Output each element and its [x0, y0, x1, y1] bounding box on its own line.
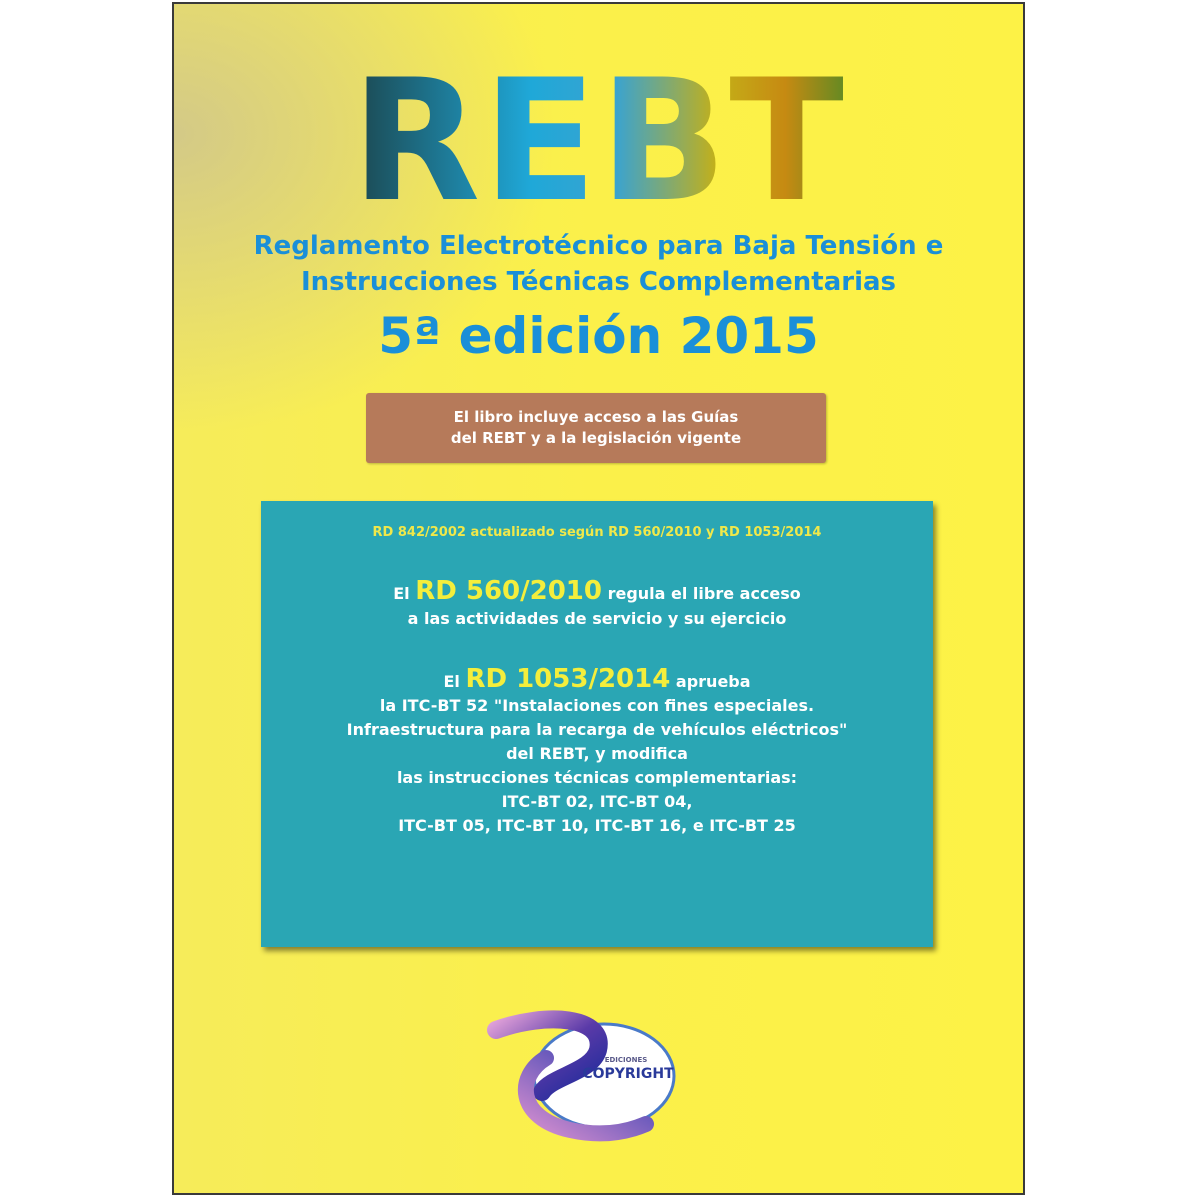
regulation-info-box [261, 501, 933, 947]
rd-560-paragraph [261, 576, 933, 631]
rd-560-line-1 [261, 576, 933, 606]
p2-prefix: El [443, 672, 460, 691]
rd-1053-line-7: ITC-BT 05, ITC-BT 10, ITC-BT 16, e ITC-BT 25 [398, 816, 796, 835]
subtitle-line-2: Instrucciones Técnicas Complementarias [300, 267, 897, 297]
subtitle-line-1: Reglamento Electrotécnico para Baja Tensión e [253, 231, 944, 261]
p1-prefix: El [393, 584, 410, 603]
rd-update-line: RD 842/2002 actualizado según RD 560/2010 y RD 1053/2014 [372, 525, 822, 540]
rd-1053-line-6: ITC-BT 02, ITC-BT 04, [501, 792, 693, 811]
p1-suffix: regula el libre acceso [607, 584, 801, 603]
note-line-1: El libro incluye acceso a las Guías [453, 408, 739, 426]
rd-1053-line-4: del REBT, y modifica [506, 744, 688, 763]
guides-note-box [366, 393, 826, 463]
rd-1053-paragraph [261, 664, 933, 838]
rd-1053-line-2: la ITC-BT 52 "Instalaciones con fines especiales. [379, 696, 815, 715]
cover-title: REBT [174, 66, 1023, 216]
rd-560-line-2: a las actividades de servicio y su ejercicio [407, 609, 787, 628]
rd-1053-line-1 [261, 664, 933, 694]
cover-subtitle [174, 228, 1023, 300]
rd-1053-highlight: RD 1053/2014 [465, 664, 671, 694]
rd-1053-line-5: las instrucciones técnicas complementarias: [396, 768, 798, 787]
p2-suffix: aprueba [675, 672, 751, 691]
note-line-2: del REBT y a la legislación vigente [450, 429, 742, 447]
rd-1053-line-3: Infraestructura para la recarga de vehículos eléctricos" [346, 720, 848, 739]
logo-name-text: COPYRIGHT [582, 1066, 674, 1082]
rd-560-highlight: RD 560/2010 [415, 576, 602, 606]
logo-small-text: EDICIONES [604, 1056, 648, 1064]
book-cover [172, 2, 1025, 1195]
publisher-logo [486, 1006, 686, 1146]
edition-label: 5ª edición 2015 [378, 307, 819, 365]
